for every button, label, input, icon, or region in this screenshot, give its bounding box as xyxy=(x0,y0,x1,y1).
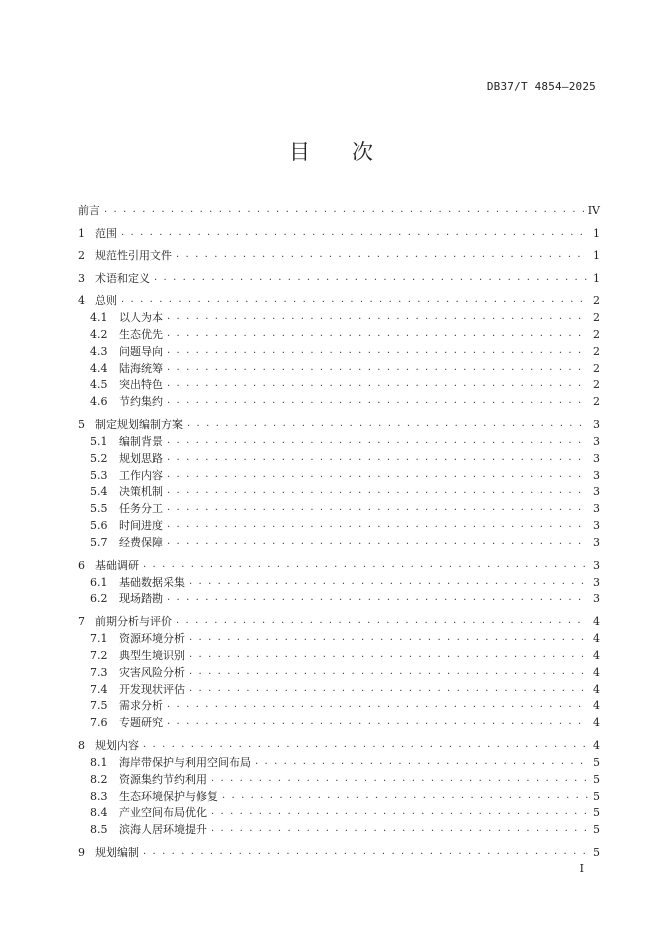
toc-entry-page: 4 xyxy=(593,649,600,662)
toc-entry[interactable] xyxy=(78,270,600,286)
toc-dot-leader xyxy=(121,294,588,306)
toc-entry-number: 6.2 xyxy=(90,592,108,605)
toc-dot-leader xyxy=(187,418,588,430)
toc-entry-page: 5 xyxy=(593,773,600,786)
toc-entry[interactable] xyxy=(78,225,600,241)
toc-entry[interactable] xyxy=(90,393,600,409)
toc-entry-title: 陆海统筹 xyxy=(119,362,163,375)
toc-entry-title: 规划思路 xyxy=(119,452,163,465)
toc-entry-page: 3 xyxy=(593,576,600,589)
toc-dot-leader xyxy=(167,716,588,728)
document-code: DB37/T 4854—2025 xyxy=(486,80,596,93)
toc-entry-title: 灾害风险分析 xyxy=(119,666,185,679)
toc-entry-number: 4.4 xyxy=(90,362,108,375)
toc-dot-leader xyxy=(176,615,588,627)
toc-entry-number: 7.2 xyxy=(90,649,108,662)
toc-entry-title: 滨海人居环境提升 xyxy=(119,823,207,836)
toc-dot-leader xyxy=(167,395,588,407)
toc-entry-number: 8.2 xyxy=(90,773,108,786)
toc-entry[interactable] xyxy=(90,821,600,837)
toc-entry-title: 资源集约节约利用 xyxy=(119,773,207,786)
toc-entry-title: 决策机制 xyxy=(119,485,163,498)
toc-entry-title: 时间进度 xyxy=(119,519,163,532)
toc-entry-number: 7.1 xyxy=(90,632,108,645)
toc-entry-title: 规划内容 xyxy=(95,739,139,752)
toc-entry-page: 2 xyxy=(593,378,600,391)
toc-entry[interactable] xyxy=(90,574,600,590)
toc-entry-number: 7 xyxy=(78,615,85,628)
toc-entry[interactable] xyxy=(90,483,600,499)
toc-entry[interactable] xyxy=(90,309,600,325)
toc-dot-leader xyxy=(167,519,588,531)
toc-entry-page: 4 xyxy=(593,666,600,679)
toc-dot-leader xyxy=(211,806,588,818)
toc-dot-leader xyxy=(255,756,588,768)
toc-entry-page: 2 xyxy=(593,328,600,341)
toc-entry[interactable] xyxy=(78,557,600,573)
toc-entry-page: 3 xyxy=(593,435,600,448)
toc-entry-page: 5 xyxy=(593,790,600,803)
toc-entry-page: 1 xyxy=(593,272,600,285)
toc-entry-page: 3 xyxy=(593,536,600,549)
toc-entry[interactable] xyxy=(90,534,600,550)
toc-dot-leader xyxy=(167,469,588,481)
toc-dot-leader xyxy=(176,249,588,261)
toc-entry-title: 总则 xyxy=(95,294,117,307)
toc-entry-page: 2 xyxy=(593,395,600,408)
toc-entry-page: 4 xyxy=(593,739,600,752)
toc-entry-number: 4.2 xyxy=(90,328,108,341)
toc-dot-leader xyxy=(167,345,588,357)
toc-entry-page: 5 xyxy=(593,846,600,859)
toc-dot-leader xyxy=(167,592,588,604)
toc-entry-title: 规划编制 xyxy=(95,846,139,859)
toc-entry-number: 5.2 xyxy=(90,452,108,465)
toc-dot-leader xyxy=(154,272,588,284)
toc-entry[interactable] xyxy=(78,613,600,629)
toc-dot-leader xyxy=(167,328,588,340)
toc-entry[interactable] xyxy=(78,844,600,860)
toc-entry-page: 2 xyxy=(593,362,600,375)
toc-entry-number: 8.1 xyxy=(90,756,108,769)
toc-entry-title: 需求分析 xyxy=(119,699,163,712)
toc-entry-title: 突出特色 xyxy=(119,378,163,391)
toc-dot-leader xyxy=(167,536,588,548)
toc-entry[interactable] xyxy=(78,202,600,218)
toc-entry-number: 5.6 xyxy=(90,519,108,532)
toc-entry-title: 以人为本 xyxy=(119,311,163,324)
toc-entry-number: 7.4 xyxy=(90,683,108,696)
toc-entry[interactable] xyxy=(78,247,600,263)
toc-entry-page: 5 xyxy=(593,756,600,769)
toc-dot-leader xyxy=(211,773,588,785)
toc-entry-title: 任务分工 xyxy=(119,502,163,515)
toc-dot-leader xyxy=(167,485,588,497)
toc-entry[interactable] xyxy=(90,590,600,606)
toc-entry-title: 专题研究 xyxy=(119,716,163,729)
toc-entry[interactable] xyxy=(90,804,600,820)
toc-entry-title: 生态环境保护与修复 xyxy=(119,790,218,803)
toc-entry-number: 3 xyxy=(78,272,85,285)
toc-dot-leader xyxy=(167,435,588,447)
toc-entry-title: 工作内容 xyxy=(119,469,163,482)
toc-entry[interactable] xyxy=(90,754,600,770)
toc-entry-number: 4.6 xyxy=(90,395,108,408)
toc-entry-title: 产业空间布局优化 xyxy=(119,806,207,819)
toc-entry-page: 3 xyxy=(593,592,600,605)
toc-entry-number: 7.6 xyxy=(90,716,108,729)
toc-entry-number: 8.3 xyxy=(90,790,108,803)
toc-entry-page: 3 xyxy=(593,485,600,498)
toc-entry-number: 9 xyxy=(78,846,85,859)
toc-entry-page: 3 xyxy=(593,418,600,431)
toc-entry-number: 4.1 xyxy=(90,311,108,324)
toc-entry-title: 基础数据采集 xyxy=(119,576,185,589)
toc-entry-number: 8.4 xyxy=(90,806,108,819)
toc-dot-leader xyxy=(189,632,588,644)
toc-entry-page: 3 xyxy=(593,469,600,482)
toc-entry[interactable] xyxy=(90,714,600,730)
toc-dot-leader xyxy=(104,204,584,216)
toc-entry-number: 6 xyxy=(78,559,85,572)
toc-entry-number: 8.5 xyxy=(90,823,108,836)
toc-entry-page: 5 xyxy=(593,823,600,836)
toc-entry-title: 经费保障 xyxy=(119,536,163,549)
toc-entry-number: 5.1 xyxy=(90,435,108,448)
toc-entry-page: 5 xyxy=(593,806,600,819)
toc-entry[interactable] xyxy=(90,360,600,376)
toc-dot-leader xyxy=(143,846,588,858)
toc-entry-title: 术语和定义 xyxy=(95,272,150,285)
toc-entry-page: 3 xyxy=(593,502,600,515)
toc-dot-leader xyxy=(143,559,588,571)
toc-entry-title: 范围 xyxy=(95,227,117,240)
toc-entry-page: 4 xyxy=(593,699,600,712)
toc-entry-page: 4 xyxy=(593,716,600,729)
toc-dot-leader xyxy=(167,378,588,390)
toc-entry[interactable] xyxy=(90,376,600,392)
toc-entry[interactable] xyxy=(78,292,600,308)
toc-entry-number: 8 xyxy=(78,739,85,752)
toc-entry-title: 问题导向 xyxy=(119,345,163,358)
toc-dot-leader xyxy=(167,311,588,323)
toc-entry-page: 3 xyxy=(593,519,600,532)
toc-entry-number: 5.5 xyxy=(90,502,108,515)
toc-dot-leader xyxy=(121,227,588,239)
toc-entry-number: 4 xyxy=(78,294,85,307)
toc-entry-title: 生态优先 xyxy=(119,328,163,341)
toc-entry-page: IV xyxy=(587,204,600,217)
toc-entry-page: 4 xyxy=(593,615,600,628)
toc-entry[interactable] xyxy=(90,450,600,466)
toc-dot-leader xyxy=(167,502,588,514)
toc-entry[interactable] xyxy=(90,326,600,342)
toc-entry-title: 典型生境识别 xyxy=(119,649,185,662)
toc-entry-number: 5 xyxy=(78,418,85,431)
toc-entry[interactable] xyxy=(90,697,600,713)
toc-entry-number: 2 xyxy=(78,249,85,262)
toc-dot-leader xyxy=(222,790,588,802)
toc-entry[interactable] xyxy=(90,433,600,449)
toc-entry-title: 海岸带保护与利用空间布局 xyxy=(119,756,251,769)
toc-dot-leader xyxy=(211,823,588,835)
toc-entry-page: 1 xyxy=(593,227,600,240)
toc-dot-leader xyxy=(167,699,588,711)
page-number: I xyxy=(579,862,584,875)
toc-entry-number: 4.5 xyxy=(90,378,108,391)
toc-entry-number: 7.5 xyxy=(90,699,108,712)
toc-entry-number: 5.4 xyxy=(90,485,108,498)
toc-entry-title: 前期分析与评价 xyxy=(95,615,172,628)
toc-entry[interactable] xyxy=(90,517,600,533)
toc-entry-page: 4 xyxy=(593,632,600,645)
toc-entry-page: 2 xyxy=(593,345,600,358)
toc-entry-title: 前言 xyxy=(78,204,100,217)
toc-dot-leader xyxy=(189,649,588,661)
toc-entry-title: 编制背景 xyxy=(119,435,163,448)
toc-entry[interactable] xyxy=(90,500,600,516)
toc-dot-leader xyxy=(189,683,588,695)
toc-entry-title: 制定规划编制方案 xyxy=(95,418,183,431)
toc-title: 目次 xyxy=(289,140,415,164)
toc-entry-title: 开发现状评估 xyxy=(119,683,185,696)
toc-entry[interactable] xyxy=(90,788,600,804)
toc-entry-page: 1 xyxy=(593,249,600,262)
toc-entry-page: 2 xyxy=(593,294,600,307)
toc-entry-title: 现场踏勘 xyxy=(119,592,163,605)
toc-entry[interactable] xyxy=(90,467,600,483)
toc-entry-title: 资源环境分析 xyxy=(119,632,185,645)
toc-entry-page: 3 xyxy=(593,559,600,572)
toc-entry-title: 基础调研 xyxy=(95,559,139,572)
toc-dot-leader xyxy=(167,452,588,464)
toc-entry-number: 1 xyxy=(78,227,85,240)
toc-entry-title: 节约集约 xyxy=(119,395,163,408)
toc-entry-number: 6.1 xyxy=(90,576,108,589)
toc-entry[interactable] xyxy=(78,737,600,753)
toc-dot-leader xyxy=(143,739,588,751)
toc-entry[interactable] xyxy=(90,630,600,646)
toc-entry[interactable] xyxy=(90,664,600,680)
toc-entry[interactable] xyxy=(90,343,600,359)
toc-entry[interactable] xyxy=(90,647,600,663)
toc-entry-number: 4.3 xyxy=(90,345,108,358)
toc-entry-page: 4 xyxy=(593,683,600,696)
toc-entry[interactable] xyxy=(78,416,600,432)
toc-dot-leader xyxy=(167,362,588,374)
toc-entry-title: 规范性引用文件 xyxy=(95,249,172,262)
toc-dot-leader xyxy=(189,666,588,678)
toc-entry-number: 7.3 xyxy=(90,666,108,679)
toc-entry[interactable] xyxy=(90,771,600,787)
toc-dot-leader xyxy=(189,576,588,588)
toc-entry[interactable] xyxy=(90,681,600,697)
toc-entry-page: 3 xyxy=(593,452,600,465)
toc-entry-page: 2 xyxy=(593,311,600,324)
toc-entry-number: 5.7 xyxy=(90,536,108,549)
toc-entry-number: 5.3 xyxy=(90,469,108,482)
